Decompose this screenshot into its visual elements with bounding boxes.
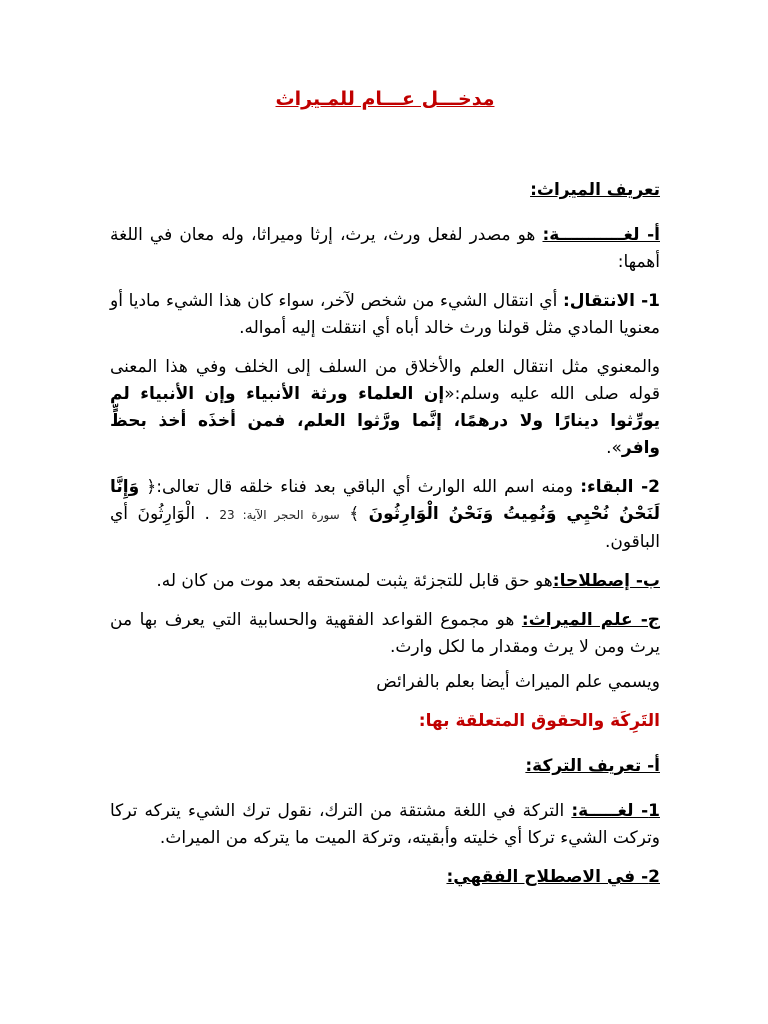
paragraph-transfer <box>110 288 660 342</box>
label-technical: ب- إصطلاحا: <box>552 571 660 591</box>
quran-verse: وَإِنَّا لَنَحْنُ نُحْيِي وَنُمِيتُ وَنَحْنُ الْوَارِثُونَ <box>110 477 660 524</box>
text-estate-linguistic: التركة في اللغة مشتقة من الترك، نقول ترك الشيء يتركه تركا وتركت الشيء تركا أي خليته وأبقيته، وتركة الميت ما يتركه من الميراث. <box>110 801 660 848</box>
label-transfer: 1- الانتقال: <box>562 291 661 311</box>
paragraph-faraid-note: ويسمي علم الميراث أيضا بعلم بالفرائض <box>376 672 660 692</box>
subheading-estate-definition: أ- تعريف التركة: <box>525 756 660 776</box>
label-estate-linguistic: 1- لغـــــة: <box>571 801 660 821</box>
paragraph-permanence <box>110 474 660 556</box>
subheading-fiqh-definition: 2- في الاصطلاح الفقهي: <box>446 867 660 887</box>
paragraph-estate-linguistic <box>110 798 660 852</box>
text-permanence-tail: . الْوَارِثُونَ أي الباقون. <box>110 504 660 552</box>
text-moral-end: ». <box>606 438 622 458</box>
text-permanence: ومنه اسم الله الوارث أي الباقي بعد فناء خلقه قال تعالى:﴿ <box>139 477 581 497</box>
verse-reference: سورة الحجر الآية: 23 <box>219 508 340 522</box>
label-inheritance-science: ج- علم الميراث: <box>521 610 661 630</box>
hadith-quote: إن العلماء ورثة الأنبياء وإن الأنبياء لم يورِّثوا دينارًا ولا درهمًا، إنَّما ورَّثوا العلم، فمن أخذَه أخذ بحظٍّ وافر <box>110 384 660 458</box>
text-transfer: أي انتقال الشيء من شخص لآخر، سواء كان هذا الشيء ماديا أو معنويا المادي مثل قولنا ورث خالد أباه أي انتقلت إليه أمواله. <box>110 291 660 338</box>
section-heading-inheritance-definition: تعريف الميراث: <box>530 180 660 200</box>
paragraph-linguistic-definition <box>110 222 660 276</box>
label-permanence: 2- البقاء: <box>580 477 660 497</box>
text-linguistic: هو مصدر لفعل ورث، يرث، إرثا وميراثا، وله معان في اللغة أهمها: <box>110 225 660 272</box>
text-inheritance-science: هو مجموع القواعد الفقهية والحسابية التي يعرف بها من يرث ومن لا يرث ومقدار ما لكل وارث. <box>110 610 660 657</box>
label-linguistic: أ- لغـــــــــــة: <box>542 225 660 245</box>
verse-close: ﴾ <box>339 504 369 524</box>
paragraph-inheritance-science <box>110 607 660 661</box>
text-moral-intro: والمعنوي مثل انتقال العلم والأخلاق من السلف إلى الخلف وفي هذا المعنى قوله صلى الله عليه وسلم:« <box>110 357 660 404</box>
text-technical: هو حق قابل للتجزئة يثبت لمستحقه بعد موت من كان له. <box>156 571 553 591</box>
section-heading-estate: التَرِكَة والحقوق المتعلقة بها: <box>418 711 660 731</box>
paragraph-technical-definition <box>110 568 660 595</box>
page-title: مدخـــل عـــام للمـيراث <box>275 88 495 110</box>
paragraph-moral-transfer <box>110 354 660 462</box>
